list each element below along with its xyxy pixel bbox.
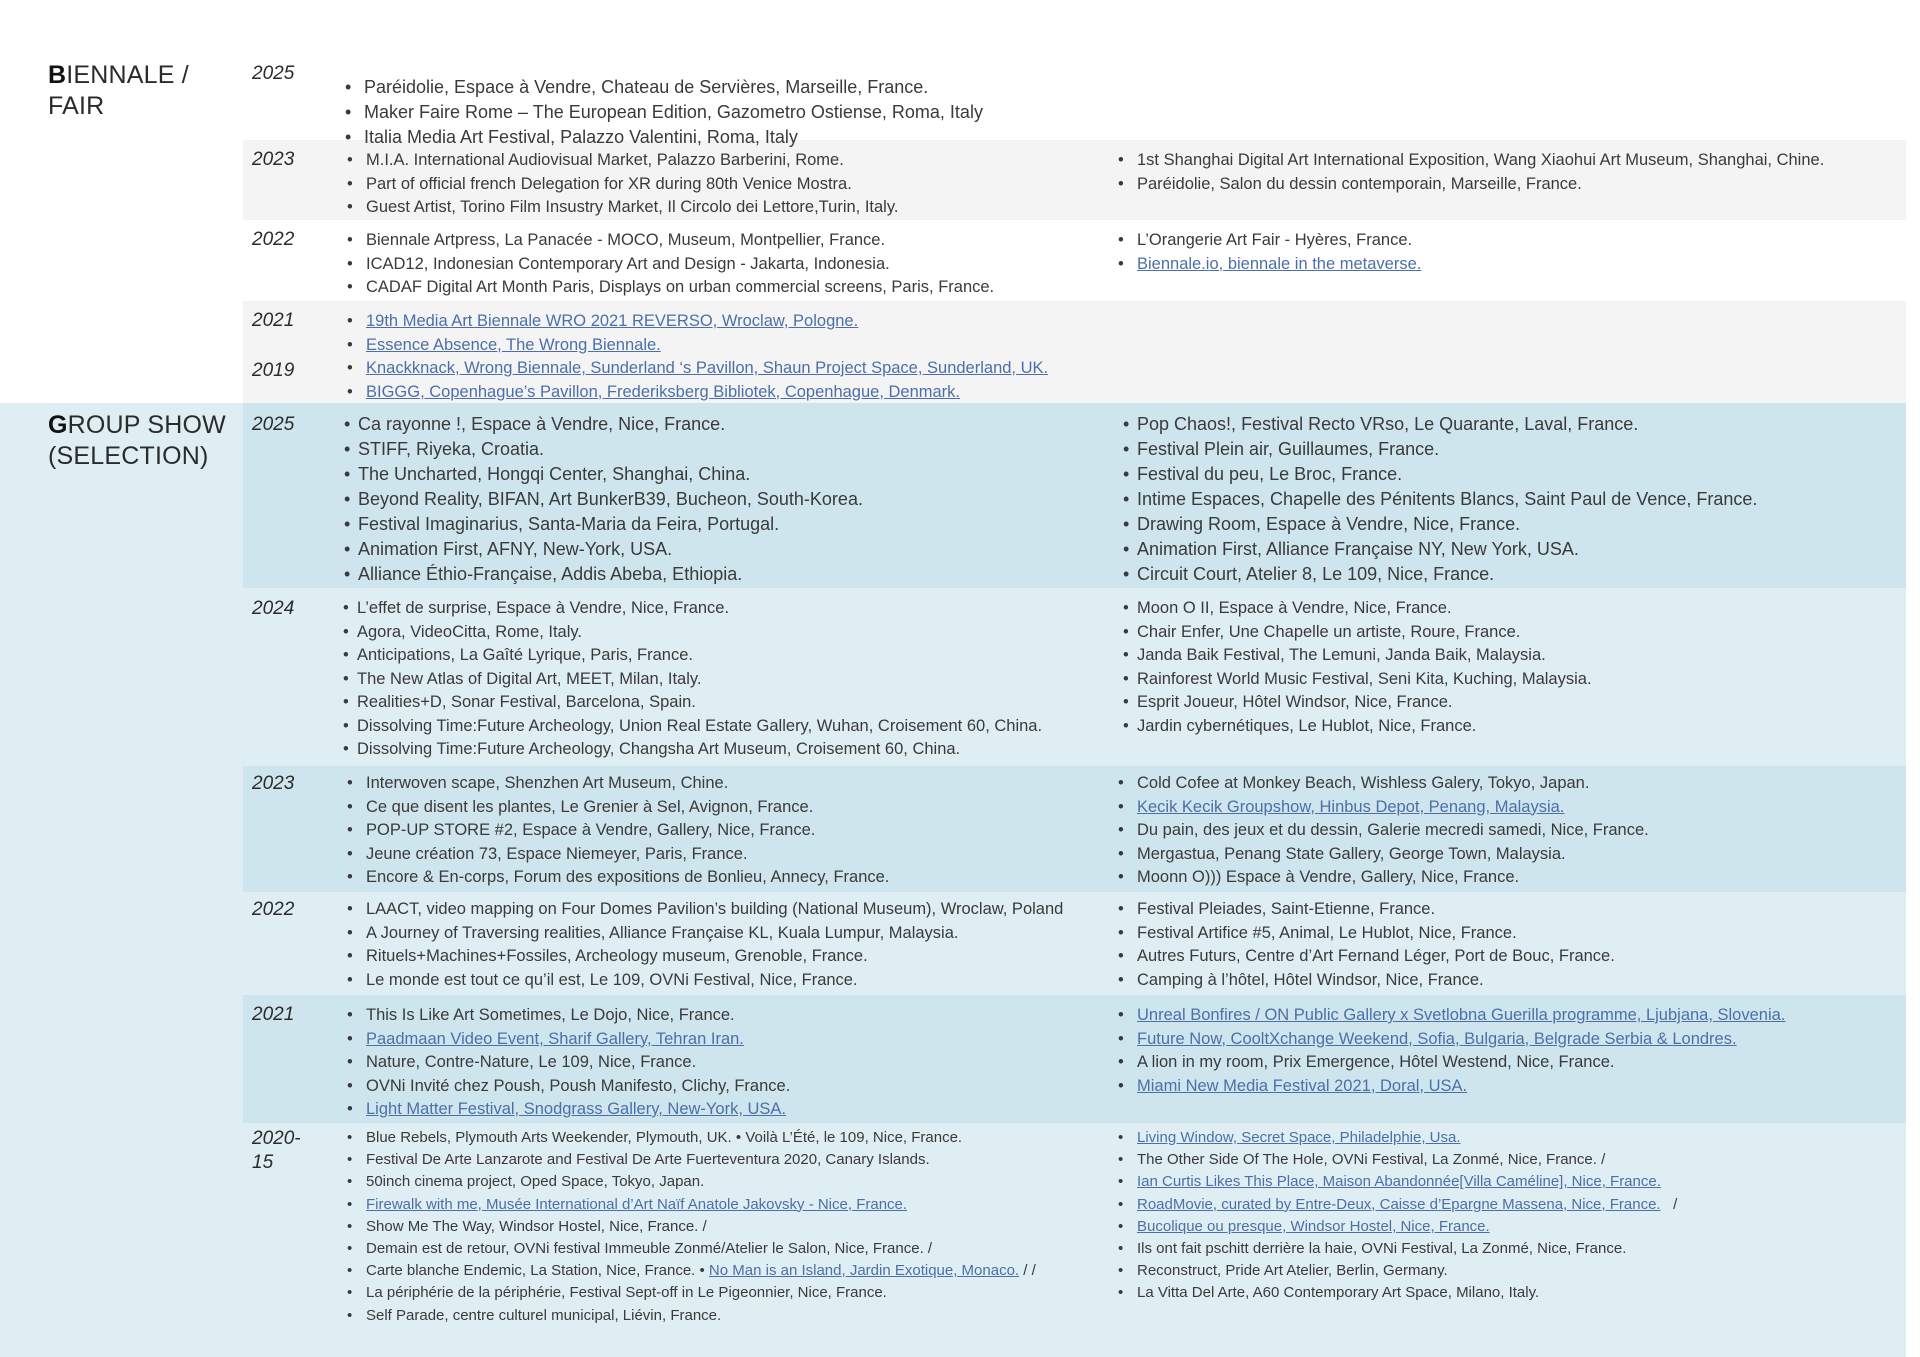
item-suffix: / / [1019,1262,1036,1280]
item-text: Ce que disent les plantes, Le Grenier à Sel, Avignon, France. [366,797,814,816]
item-text: The New Atlas of Digital Art, MEET, Milan, Italy. [357,669,702,688]
exhibition-item [347,253,994,277]
exhibition-item [347,969,1063,993]
exhibition-item [347,229,994,253]
exhibition-link[interactable] [347,1098,790,1122]
item-text: Festival De Arte Lanzarote and Festival De Arte Fuerteventura 2020, Canary Islands. [366,1151,930,1169]
group-left-column [347,772,889,890]
item-text[interactable]: Living Window, Secret Space, Philadelphie, Usa. [1137,1129,1461,1146]
item-text: Part of official french Delegation for XR during 80th Venice Mostra. [366,174,852,193]
exhibition-item [1118,229,1421,253]
item-text: Le monde est tout ce qu’il est, Le 109, OVNi Festival, Nice, France. [366,970,858,989]
exhibition-link[interactable] [1118,253,1421,277]
item-text: Festival Imaginarius, Santa-Maria da Feira, Portugal. [358,514,780,534]
item-text[interactable]: Knackknack, Wrong Biennale, Sunderland ‘s Pavillon, Shaun Project Space, Sunderland, UK. [366,359,1049,377]
exhibition-item [1118,149,1824,173]
item-text: La périphérie de la périphérie, Festival Sept-off in Le Pigeonnier, Nice, France. [366,1284,887,1302]
title-initial: G [48,411,68,439]
year-label: 2025 [252,414,295,435]
group-left-column [347,1004,790,1122]
exhibition-item [347,1051,790,1075]
exhibition-item [1123,668,1592,692]
exhibition-link[interactable] [1118,796,1649,820]
exhibition-link[interactable] [347,310,1048,334]
exhibition-item [347,1216,1036,1238]
exhibition-item [1123,597,1592,621]
exhibition-item [1118,1238,1677,1260]
item-text: The Uncharted, Hongqi Center, Shanghai, China. [358,464,751,484]
item-text: Blue Rebels, Plymouth Arts Weekender, Plymouth, UK. • Voilà L’Été, le 109, Nice, France. [366,1129,963,1146]
exhibition-item [1123,462,1757,487]
item-text: The Other Side Of The Hole, OVNi Festival, La Zonmé, Nice, France. / [1137,1151,1606,1169]
item-text: Festival Artifice #5, Animal, Le Hublot, Nice, France. [1137,923,1517,942]
exhibition-item [347,1004,790,1028]
item-text: Paréidolie, Salon du dessin contemporain, Marseille, France. [1137,174,1582,193]
item-text: Festival Pleiades, Saint-Etienne, France. [1137,900,1436,918]
item-text: Guest Artist, Torino Film Insustry Market, Il Circolo dei Lettore,Turin, Italy. [366,198,899,216]
item-text: Festival Plein air, Guillaumes, France. [1137,439,1440,459]
item-text: Esprit Joueur, Hôtel Windsor, Nice, France. [1137,693,1453,711]
item-text: Italia Media Art Festival, Palazzo Valentini, Roma, Italy [364,127,798,147]
exhibition-item [344,512,863,537]
group-right-column [1118,772,1649,890]
item-text: Ils ont fait pschitt derrière la haie, OVNi Festival, La Zonmé, Nice, France. [1137,1240,1627,1258]
item-text: Realities+D, Sonar Festival, Barcelona, Spain. [357,693,696,711]
exhibition-link[interactable] [347,1194,1036,1216]
item-text: Moon O II, Espace à Vendre, Nice, France. [1137,599,1452,617]
item-text[interactable]: Unreal Bonfires / ON Public Gallery x Svetlobna Guerilla programme, Ljubjana, Slovenia. [1137,1006,1786,1024]
title-rest: ROUP SHOW (SELECTION) [48,411,226,470]
group-right-column [1123,597,1592,738]
year-label: 2024 [252,598,295,619]
exhibition-item [1123,412,1757,437]
group-right-column [1118,898,1615,992]
year-label: 2025 [252,63,295,84]
item-text: Circuit Court, Atelier 8, Le 109, Nice, France. [1137,564,1495,584]
exhibition-link[interactable] [1118,1127,1677,1149]
item-text: Demain est de retour, OVNi festival Immeuble Zonmé/Atelier le Salon, Nice, France. / [366,1240,933,1258]
biennale-left-column [347,149,898,220]
exhibition-item [1118,1282,1677,1304]
item-text: Anticipations, La Gaîté Lyrique, Paris, France. [357,646,693,664]
item-text: Moonn O))) Espace à Vendre, Gallery, Nice, France. [1137,868,1520,886]
exhibition-link[interactable] [347,357,1048,381]
year-label: 2023 [252,149,295,170]
item-text: Beyond Reality, BIFAN, Art BunkerB39, Bucheon, South-Korea. [358,489,863,509]
item-text: Self Parade, centre culturel municipal, Liévin, France. [366,1306,722,1324]
exhibition-item [1123,621,1592,645]
exhibition-item [347,1282,1036,1304]
biennale-left-column [347,310,1048,404]
item-text: STIFF, Riyeka, Croatia. [358,439,545,459]
item-text: Encore & En-corps, Forum des expositions de Bonlieu, Annecy, France. [366,868,890,886]
biennale-left-column [347,229,994,300]
exhibition-item [347,196,898,220]
item-text: Festival du peu, Le Broc, France. [1137,464,1403,484]
year-label: 2020- 15 [252,1128,301,1173]
item-text[interactable]: Bucolique ou presque, Windsor Hostel, Nice, France. [1137,1217,1490,1235]
exhibition-item [344,462,863,487]
year-label: 2021 [252,1004,295,1025]
exhibition-item [347,796,889,820]
exhibition-item [1118,922,1615,946]
item-text: Nature, Contre-Nature, Le 109, Nice, France. [366,1053,697,1071]
item-text: Autres Futurs, Centre d’Art Fernand Léger, Port de Bouc, France. [1137,947,1615,965]
item-text: Janda Baik Festival, The Lemuni, Janda Baik, Malaysia. [1137,646,1546,664]
exhibition-item [344,487,863,512]
exhibition-item [347,1127,1036,1149]
exhibition-item [1123,644,1592,668]
item-text: Animation First, Alliance Française NY, New York, USA. [1137,539,1579,559]
item-text: Pop Chaos!, Festival Recto VRso, Le Quarante, Laval, France. [1137,414,1639,434]
item-text: Cold Cofee at Monkey Beach, Wishless Galery, Tokyo, Japan. [1137,774,1590,792]
item-text[interactable]: Kecik Kecik Groupshow, Hinbus Depot, Penang, Malaysia. [1137,797,1565,816]
exhibition-item [343,738,1042,762]
item-text[interactable]: Light Matter Festival, Snodgrass Gallery, New-York, USA. [366,1100,786,1118]
exhibition-item [347,922,1063,946]
item-text: Dissolving Time:Future Archeology, Union Real Estate Gallery, Wuhan, Croisement 60, China. [357,716,1043,735]
exhibition-item [347,149,898,173]
exhibition-item [347,1238,1036,1260]
exhibition-item [345,100,983,125]
item-text: Rainforest World Music Festival, Seni Kita, Kuching, Malaysia. [1137,669,1592,688]
exhibition-link[interactable] [1118,1216,1677,1238]
exhibition-link[interactable] [1118,1075,1785,1099]
exhibition-item [1123,487,1757,512]
exhibition-link[interactable] [347,1028,790,1052]
item-text: Jeune création 73, Espace Niemeyer, Paris, France. [366,844,748,863]
item-text[interactable]: Future Now, CooltXchange Weekend, Sofia, Bulgaria, Belgrade Serbia & Londres. [1137,1029,1737,1048]
exhibition-item [1123,437,1757,462]
group-right-column [1118,1004,1785,1098]
item-text: Agora, VideoCitta, Rome, Italy. [357,622,582,641]
item-text: Alliance Éthio-Française, Addis Abeba, Ethiopia. [358,564,743,584]
exhibition-item [1123,512,1757,537]
item-text: M.I.A. International Audiovisual Market, Palazzo Barberini, Rome. [366,151,844,169]
exhibition-link[interactable] [347,334,1048,358]
item-text: Rituels+Machines+Fossiles, Archeology museum, Grenoble, France. [366,947,868,965]
exhibition-item[interactable] [347,1260,1036,1282]
item-text: Du pain, des jeux et du dessin, Galerie mecredi samedi, Nice, France. [1137,821,1649,839]
item-text: Biennale Artpress, La Panacée - MOCO, Museum, Montpellier, France. [366,231,886,249]
exhibition-item [1123,715,1592,739]
group-left-column [347,1127,1036,1327]
exhibition-item [343,715,1042,739]
exhibition-item [344,412,863,437]
item-text: 1st Shanghai Digital Art International Exposition, Wang Xiaohui Art Museum, Shanghai, Chine. [1137,151,1825,169]
exhibition-item [1118,819,1649,843]
title-initial: B [48,61,67,89]
exhibition-item [347,1171,1036,1193]
item-text: Ca rayonne !, Espace à Vendre, Nice, France. [358,414,726,434]
exhibition-link[interactable] [1118,1028,1785,1052]
item-text[interactable]: Paadmaan Video Event, Sharif Gallery, Tehran Iran. [366,1029,744,1048]
item-text[interactable]: Essence Absence, The Wrong Biennale. [366,335,661,354]
exhibition-item [347,276,994,300]
exhibition-item [347,945,1063,969]
item-link[interactable]: No Man is an Island, Jardin Exotique, Monaco. [708,1262,1020,1280]
item-text: Jardin cybernétiques, Le Hublot, Nice, France. [1137,716,1477,735]
exhibition-item [347,866,889,890]
group-show-section-title [48,410,226,472]
item-text: Camping à l’hôtel, Hôtel Windsor, Nice, France. [1137,970,1484,989]
item-text: Animation First, AFNY, New-York, USA. [358,539,673,559]
exhibition-item [343,691,1042,715]
exhibition-item [344,537,863,562]
biennale-left-column [345,75,983,150]
exhibition-item [347,1149,1036,1171]
exhibition-link[interactable] [1118,1004,1785,1028]
exhibition-item [1123,691,1592,715]
exhibition-item [1118,772,1649,796]
item-text[interactable]: Firewalk with me, Musée International d’Art Naïf Anatole Jakovsky - Nice, France. [366,1195,908,1213]
exhibition-item [1118,898,1615,922]
exhibition-item [1118,866,1649,890]
item-text[interactable]: RoadMovie, curated by Entre-Deux, Caisse d’Epargne Massena, Nice, France. [1137,1195,1661,1213]
exhibition-item [343,668,1042,692]
item-text: Interwoven scape, Shenzhen Art Museum, Chine. [366,774,729,792]
item-text[interactable]: BIGGG, Copenhague’s Pavillon, Frederiksberg Bibliotek, Copenhague, Denmark. [366,382,961,401]
item-text[interactable]: Ian Curtis Likes This Place, Maison Abandonnée[Villa Caméline], Nice, France. [1137,1173,1661,1191]
biennale-right-column [1118,229,1421,276]
item-text[interactable]: 19th Media Art Biennale WRO 2021 REVERSO, Wroclaw, Pologne. [366,312,859,330]
exhibition-item [343,621,1042,645]
exhibition-item [1118,173,1824,197]
year-label: 2023 [252,773,295,794]
exhibition-item [344,562,863,587]
year-label: 2022 [252,229,295,250]
item-text: Paréidolie, Espace à Vendre, Chateau de Servières, Marseille, France. [364,77,929,97]
exhibition-item [347,898,1063,922]
item-text: POP-UP STORE #2, Espace à Vendre, Gallery, Nice, France. [366,821,816,839]
exhibition-item [347,772,889,796]
exhibition-item [345,75,983,100]
exhibition-link[interactable] [1118,1171,1677,1193]
biennale-right-column [1118,149,1824,196]
item-text: Dissolving Time:Future Archeology, Changsha Art Museum, Croisement 60, China. [357,740,961,758]
item-text[interactable]: Biennale.io, biennale in the metaverse. [1137,254,1422,273]
item-text: Maker Faire Rome – The European Edition, Gazometro Ostiense, Roma, Italy [364,102,983,122]
exhibition-item [1118,945,1615,969]
item-text: ICAD12, Indonesian Contemporary Art and Design - Jakarta, Indonesia. [366,254,890,273]
exhibition-item [347,819,889,843]
year-label: 2019 [252,360,295,381]
year-label: 2021 [252,310,295,331]
item-text: Chair Enfer, Une Chapelle un artiste, Roure, France. [1137,622,1521,641]
exhibition-item [1123,537,1757,562]
exhibition-item [343,644,1042,668]
item-text: L’Orangerie Art Fair - Hyères, France. [1137,231,1413,249]
item-text: Intime Espaces, Chapelle des Pénitents Blancs, Saint Paul de Vence, France. [1137,489,1758,509]
item-text: Mergastua, Penang State Gallery, George Town, Malaysia. [1137,844,1566,863]
exhibition-item [344,437,863,462]
exhibition-item [343,597,1042,621]
exhibition-link[interactable] [1118,1194,1677,1216]
exhibition-item [1118,1260,1677,1282]
year-label: 2022 [252,899,295,920]
group-left-column [343,597,1042,762]
item-text: 50inch cinema project, Oped Space, Tokyo, Japan. [366,1173,705,1191]
group-left-column [344,412,863,587]
item-suffix: / [1660,1195,1678,1213]
exhibition-item [1118,843,1649,867]
item-text: A lion in my room, Prix Emergence, Hôtel Westend, Nice, France. [1137,1053,1615,1071]
item-text: A Journey of Traversing realities, Alliance Française KL, Kuala Lumpur, Malaysia. [366,923,959,942]
item-text: Reconstruct, Pride Art Atelier, Berlin, Germany. [1137,1262,1448,1280]
item-text: This Is Like Art Sometimes, Le Dojo, Nice, France. [366,1006,735,1024]
item-text: LAACT, video mapping on Four Domes Pavilion’s building (National Museum), Wroclaw, Poland [366,900,1064,918]
exhibition-item [1123,562,1757,587]
exhibition-item [1118,1051,1785,1075]
exhibition-item [1118,1149,1677,1171]
exhibition-item [345,125,983,150]
exhibition-item [347,1075,790,1099]
exhibition-item [347,1305,1036,1327]
exhibition-item [1118,969,1615,993]
item-text: CADAF Digital Art Month Paris, Displays on urban commercial screens, Paris, France. [366,278,995,296]
exhibition-item [347,843,889,867]
item-text: Carte blanche Endemic, La Station, Nice, France. • [366,1262,709,1280]
exhibition-link[interactable] [347,381,1048,405]
group-right-column [1118,1127,1677,1305]
item-text[interactable]: Miami New Media Festival 2021, Doral, USA. [1137,1076,1468,1095]
group-left-column [347,898,1063,992]
group-right-column [1123,412,1757,587]
title-rest: IENNALE / FAIR [48,61,189,120]
item-text: OVNi Invité chez Poush, Poush Manifesto, Clichy, France. [366,1076,791,1095]
item-text: L’effet de surprise, Espace à Vendre, Nice, France. [357,599,730,617]
biennale-section-title [48,60,189,122]
exhibition-item [347,173,898,197]
item-text: La Vitta Del Arte, A60 Contemporary Art Space, Milano, Italy. [1137,1284,1540,1302]
item-text: Drawing Room, Espace à Vendre, Nice, France. [1137,514,1521,534]
item-text: Show Me The Way, Windsor Hostel, Nice, France. / [366,1217,707,1235]
